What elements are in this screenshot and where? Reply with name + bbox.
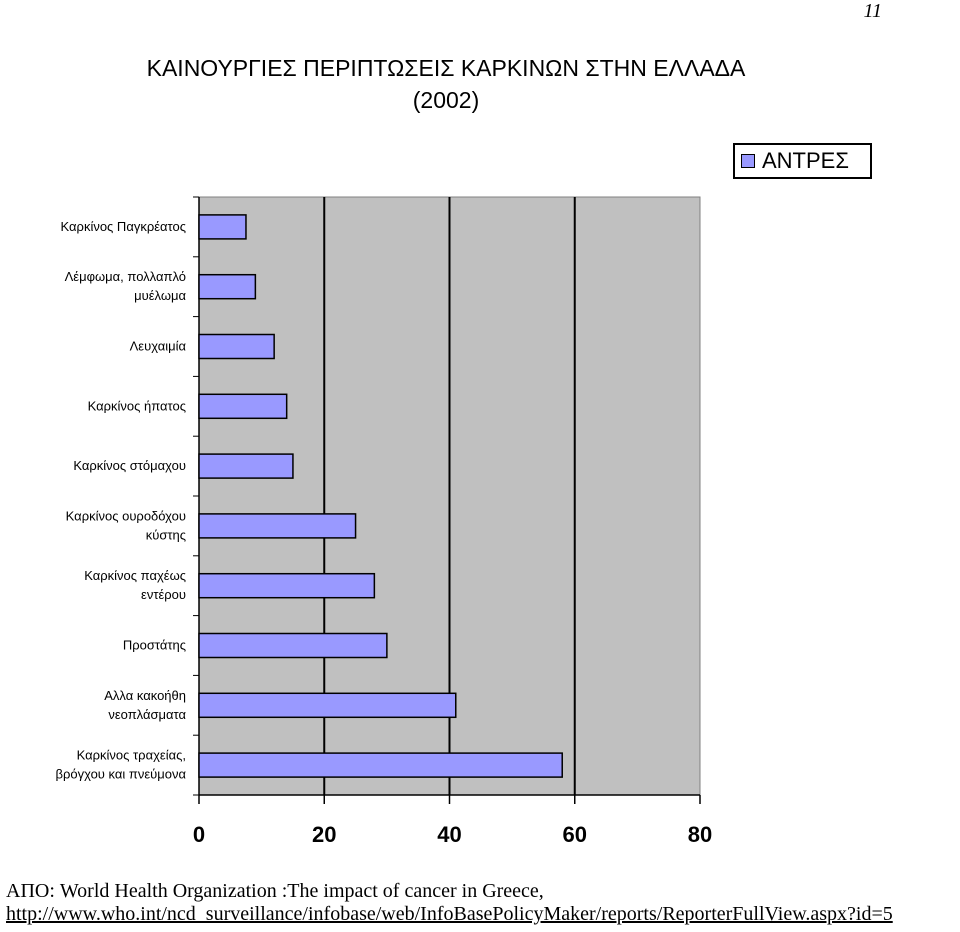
bar: [199, 335, 274, 359]
category-label: εντέρου: [141, 587, 186, 603]
category-label: κύστης: [145, 527, 186, 543]
legend-label: ΑΝΤΡΕΣ: [762, 148, 849, 173]
bar: [199, 454, 293, 478]
category-label: Αλλα κακοήθη: [104, 687, 186, 703]
category-label: Καρκίνος τραχείας,: [76, 747, 186, 763]
x-tick-label: 0: [192, 822, 206, 847]
source-link[interactable]: http://www.who.int/ncd_surveillance/infobase/web/InfoBasePolicyMaker/reports/ReporterFullView.aspx?id=5: [6, 903, 893, 925]
bar: [199, 215, 246, 239]
category-label: Καρκίνος ήπατος: [87, 398, 186, 414]
x-tick-label: 20: [312, 822, 337, 847]
source-text: ΑΠΟ: World Health Organization :The impact of cancer in Greece,: [6, 880, 544, 902]
category-label: Καρκίνος στόμαχου: [73, 458, 186, 474]
category-label: μυέλωμα: [134, 288, 186, 304]
page-number: 11: [863, 0, 882, 22]
bar: [199, 514, 356, 538]
bar: [199, 693, 456, 717]
category-label: Προστάτης: [122, 637, 186, 653]
chart-title: ΚΑΙΝΟΥΡΓΙΕΣ ΠΕΡΙΠΤΩΣΕΙΣ ΚΑΡΚΙΝΩΝ ΣΤΗΝ ΕΛΛΑΔΑ: [146, 55, 746, 81]
x-tick-label: 40: [437, 822, 462, 847]
bar: [199, 574, 374, 598]
chart-subtitle: (2002): [412, 87, 480, 113]
category-label: Καρκίνος ουροδόχου: [65, 508, 186, 524]
x-tick-label: 60: [562, 822, 587, 847]
category-label: βρόγχου και πνεύμονα: [55, 766, 186, 782]
bar: [199, 634, 387, 658]
category-label: Καρκίνος Παγκρέατος: [60, 218, 186, 234]
x-tick-label: 80: [687, 822, 713, 847]
bar: [199, 394, 287, 418]
bar: [199, 753, 562, 777]
category-label: Λέμφωμα, πολλαπλό: [64, 269, 186, 285]
category-label: Καρκίνος παχέως: [84, 568, 186, 584]
source-citation: [6, 880, 960, 926]
category-label: νεοπλάσματα: [108, 706, 186, 722]
bar: [199, 275, 255, 299]
category-label: Λευχαιμία: [129, 338, 186, 354]
